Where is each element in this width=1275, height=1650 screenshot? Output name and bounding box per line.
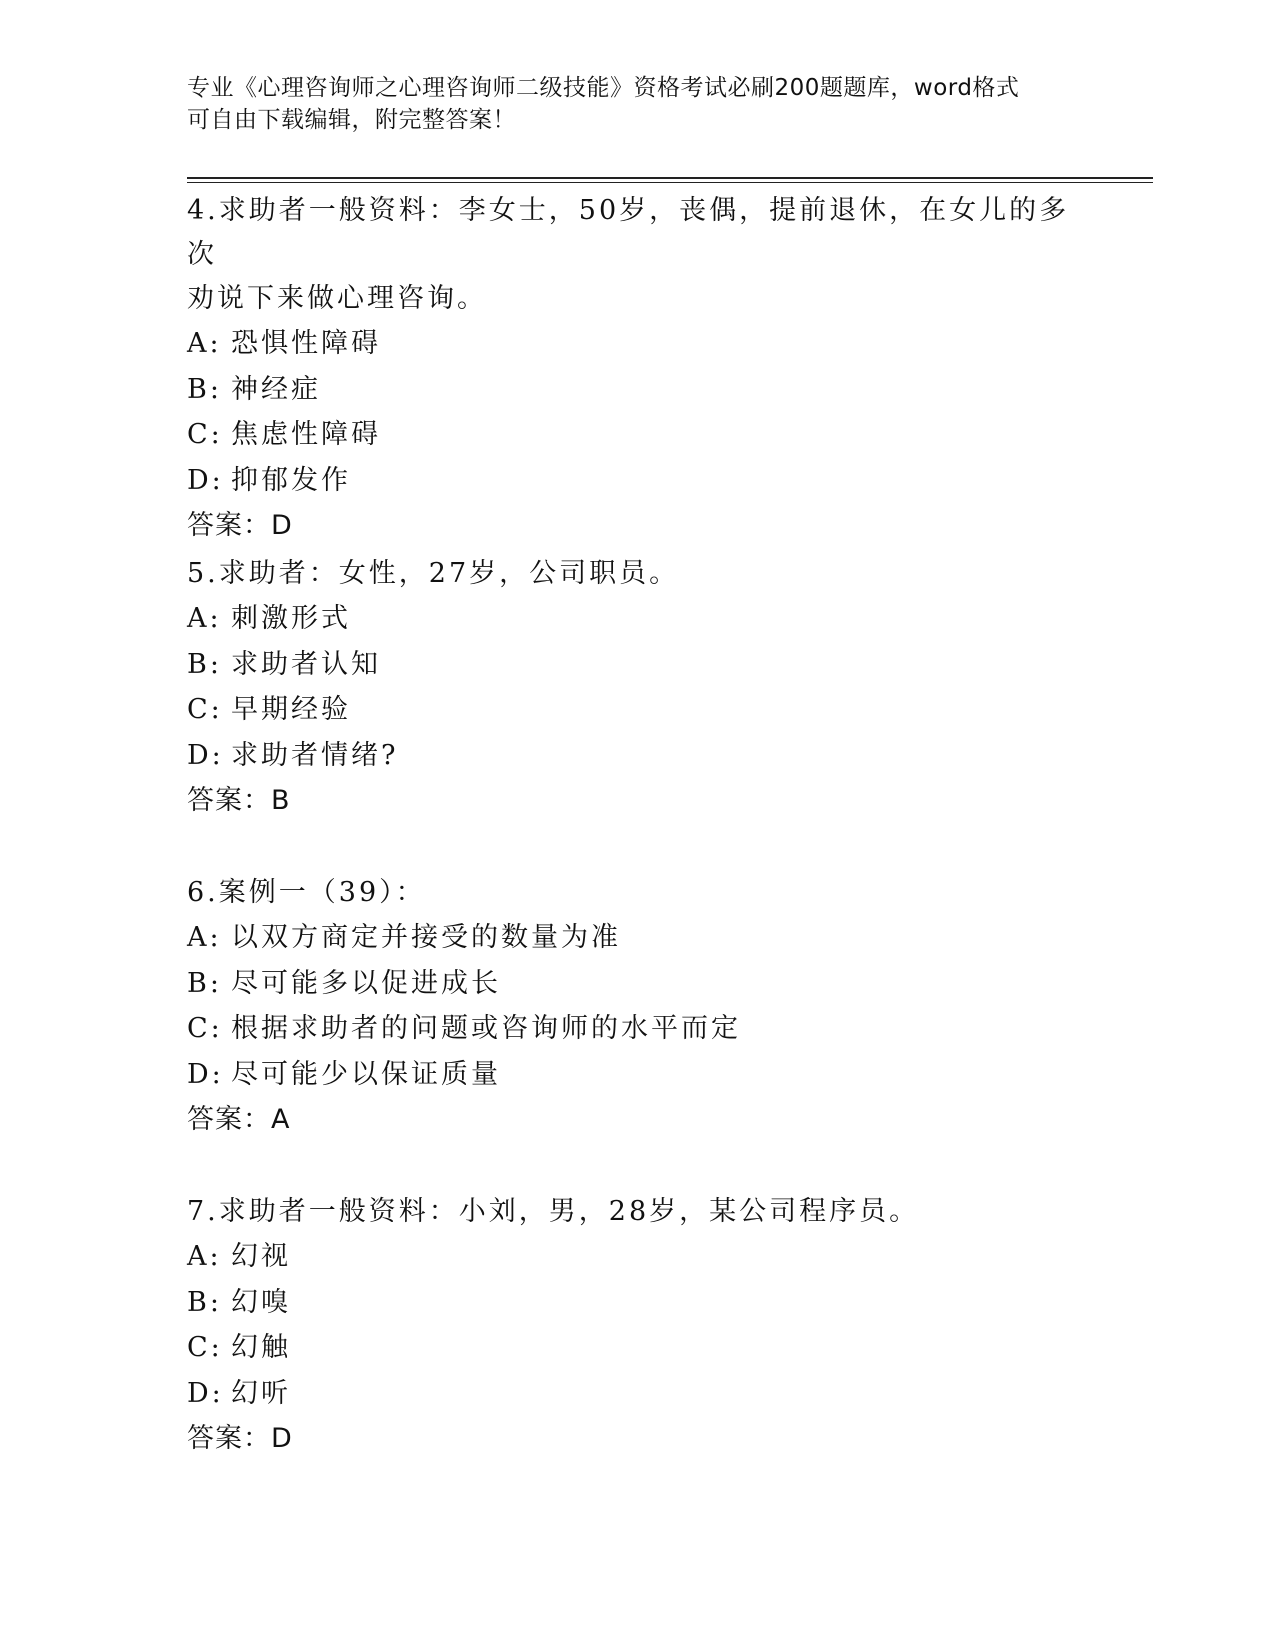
option-c xyxy=(187,687,1087,733)
question-5 xyxy=(187,552,1087,824)
option-key: D: xyxy=(187,1377,224,1409)
option-b xyxy=(187,642,1087,688)
option-text: 焦虑性障碍 xyxy=(231,419,381,450)
option-text: 求助者认知 xyxy=(231,648,381,680)
option-text: 幻听 xyxy=(231,1377,291,1409)
option-text: 幻嗅 xyxy=(231,1286,291,1318)
header-divider-thick xyxy=(187,177,1153,179)
option-text: 刺激形式 xyxy=(231,603,351,634)
header-divider-thin xyxy=(187,182,1153,183)
option-key: A: xyxy=(187,328,222,359)
option-a xyxy=(187,915,1087,961)
option-text: 神经症 xyxy=(231,373,321,405)
option-c xyxy=(187,1325,1087,1371)
option-key: B: xyxy=(187,967,222,999)
option-a xyxy=(187,596,1087,642)
header-line-2: 可自由下载编辑，附完整答案！ xyxy=(187,107,516,133)
option-text: 幻触 xyxy=(231,1332,291,1363)
option-d xyxy=(187,1371,1087,1417)
option-key: A: xyxy=(187,603,222,634)
answer-line: 答案：D xyxy=(187,510,293,541)
option-text: 幻视 xyxy=(231,1241,291,1272)
option-d xyxy=(187,458,1087,504)
answer-line: 答案：D xyxy=(187,1423,293,1454)
question-7 xyxy=(187,1190,1087,1462)
question-stem: 5.求助者：女性，27岁，公司职员。 xyxy=(187,558,680,589)
option-text: 尽可能少以保证质量 xyxy=(231,1058,501,1090)
option-text: 根据求助者的问题或咨询师的水平而定 xyxy=(231,1013,741,1044)
answer-line: 答案：A xyxy=(187,1104,291,1135)
option-d xyxy=(187,1052,1087,1098)
option-a xyxy=(187,321,1087,367)
option-a xyxy=(187,1234,1087,1280)
option-b xyxy=(187,367,1087,413)
option-d xyxy=(187,733,1087,779)
answer-line: 答案：B xyxy=(187,785,291,816)
option-key: C: xyxy=(187,419,223,450)
option-key: B: xyxy=(187,648,222,680)
option-key: C: xyxy=(187,1332,223,1363)
option-key: B: xyxy=(187,1286,222,1318)
option-key: B: xyxy=(187,373,222,405)
question-4 xyxy=(187,189,1087,549)
option-key: D: xyxy=(187,739,224,771)
option-key: C: xyxy=(187,1013,223,1044)
option-text: 求助者情绪? xyxy=(231,739,399,771)
header-line-1: 专业《心理咨询师之心理咨询师二级技能》资格考试必刷200题题库，word格式 xyxy=(187,75,1020,101)
question-stem: 6.案例一（39）： xyxy=(187,877,426,908)
option-key: C: xyxy=(187,694,223,725)
option-text: 抑郁发作 xyxy=(231,464,351,496)
option-key: D: xyxy=(187,1058,224,1090)
option-c xyxy=(187,412,1087,458)
option-text: 早期经验 xyxy=(231,694,351,725)
question-stem-continued: 劝说下来做心理咨询。 xyxy=(187,283,487,314)
option-c xyxy=(187,1006,1087,1052)
option-key: A: xyxy=(187,1241,222,1272)
option-text: 尽可能多以促进成长 xyxy=(231,967,501,999)
question-stem: 4.求助者一般资料：李女士，50岁，丧偶，提前退休，在女儿的多次 xyxy=(187,195,1070,270)
question-6 xyxy=(187,871,1087,1143)
option-b xyxy=(187,961,1087,1007)
option-key: D: xyxy=(187,464,224,496)
option-key: A: xyxy=(187,922,222,953)
option-text: 恐惧性障碍 xyxy=(231,328,381,359)
document-header xyxy=(187,72,1087,136)
question-stem: 7.求助者一般资料：小刘，男，28岁，某公司程序员。 xyxy=(187,1196,920,1227)
option-text: 以双方商定并接受的数量为准 xyxy=(231,922,621,953)
option-b xyxy=(187,1280,1087,1326)
